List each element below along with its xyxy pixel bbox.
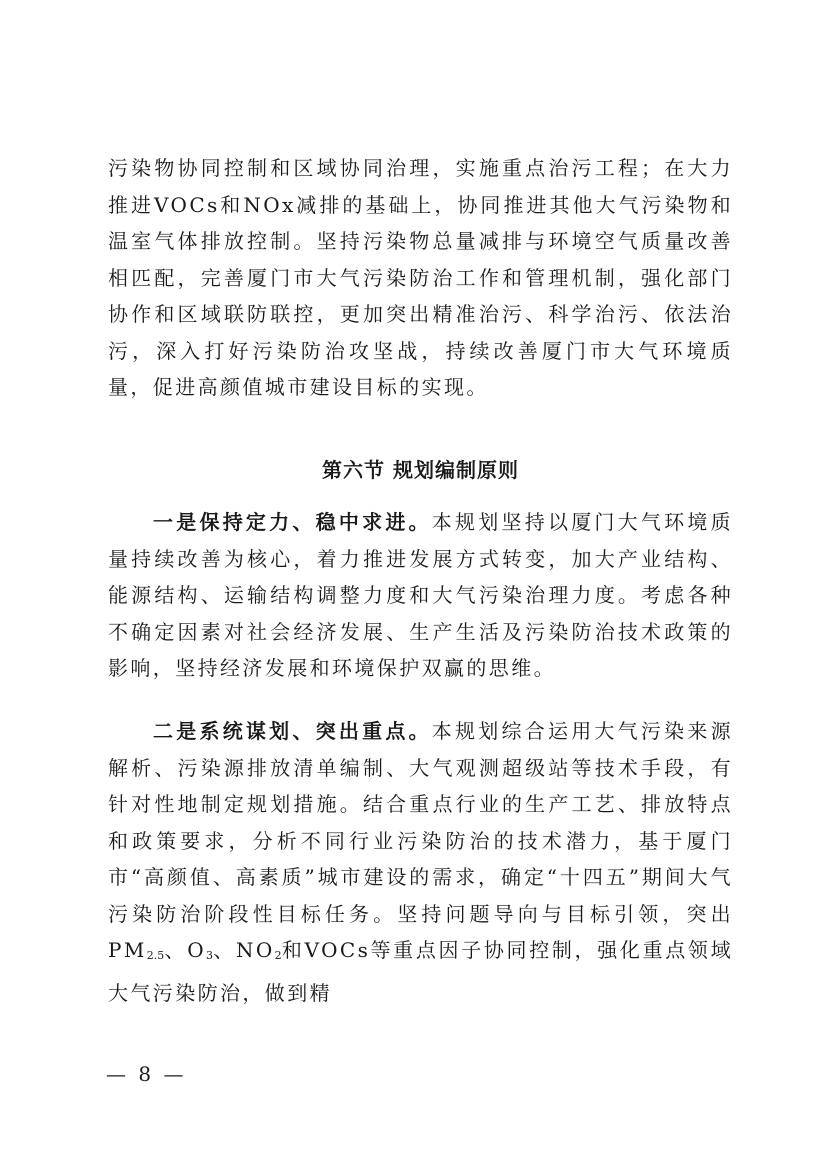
principle-paragraph-2 [108,713,733,1011]
principle-1-text: 本规划坚持以厦门大气环境质量持续改善为核心，着力推进发展方式转变，加大产业结构、能源结构、运输结构调整力度和大气污染治理力度。考虑各种不确定因素对社会经济发展、生产生活及污染防治技术政策的影响，坚持经济发展和环境保护双赢的思维。 [108,510,733,680]
paragraph-continuation: 污染物协同控制和区域协同治理，实施重点治污工程；在大力推进VOCs和NOx减排的基础上，协同推进其他大气污染物和温室气体排放控制。坚持污染物总量减排与环境空气质量改善相匹配，完善厦门市大气污染防治工作和管理机制，强化部门协作和区域联防联控，更加突出精准治污、科学治污、依法治污，深入打好污染防治攻坚战，持续改善厦门市大气环境质量，促进高颜值城市建设目标的实现。 [108,156,733,399]
page-number: — 8 — [106,1062,187,1086]
principle-paragraph-1 [108,504,733,687]
pm-subscript: 2.5 [146,949,165,962]
principle-2-text-a: 本规划综合运用大气污染来源解析、污染源排放清单编制、大气观测超级站等技术手段，有针对性地制定规划措施。结合重点行业的生产工艺、排放特点和政策要求，分析不同行业污染防治的技术潜力，基于厦门市“高颜值、高素质”城市建设的需求，确定“十四五”期间大气污染防治阶段性目标任务。坚持问题导向与目标引领，突出PM [108,719,733,962]
principle-2-text-c: 、NO [213,938,275,962]
o3-subscript: 3 [206,949,213,962]
principle-2-lead: 二是系统谋划、突出重点。 [153,719,432,743]
principle-2-text-b: 、O [164,938,206,962]
no2-subscript: 2 [274,949,282,962]
principle-1-lead: 一是保持定力、稳中求进。 [153,510,432,534]
principle-2-text-d: 和VOCs等重点因子协同控制，强化重点领域大气污染防治，做到精 [108,938,733,1005]
section-heading: 第六节 规划编制原则 [322,458,519,482]
